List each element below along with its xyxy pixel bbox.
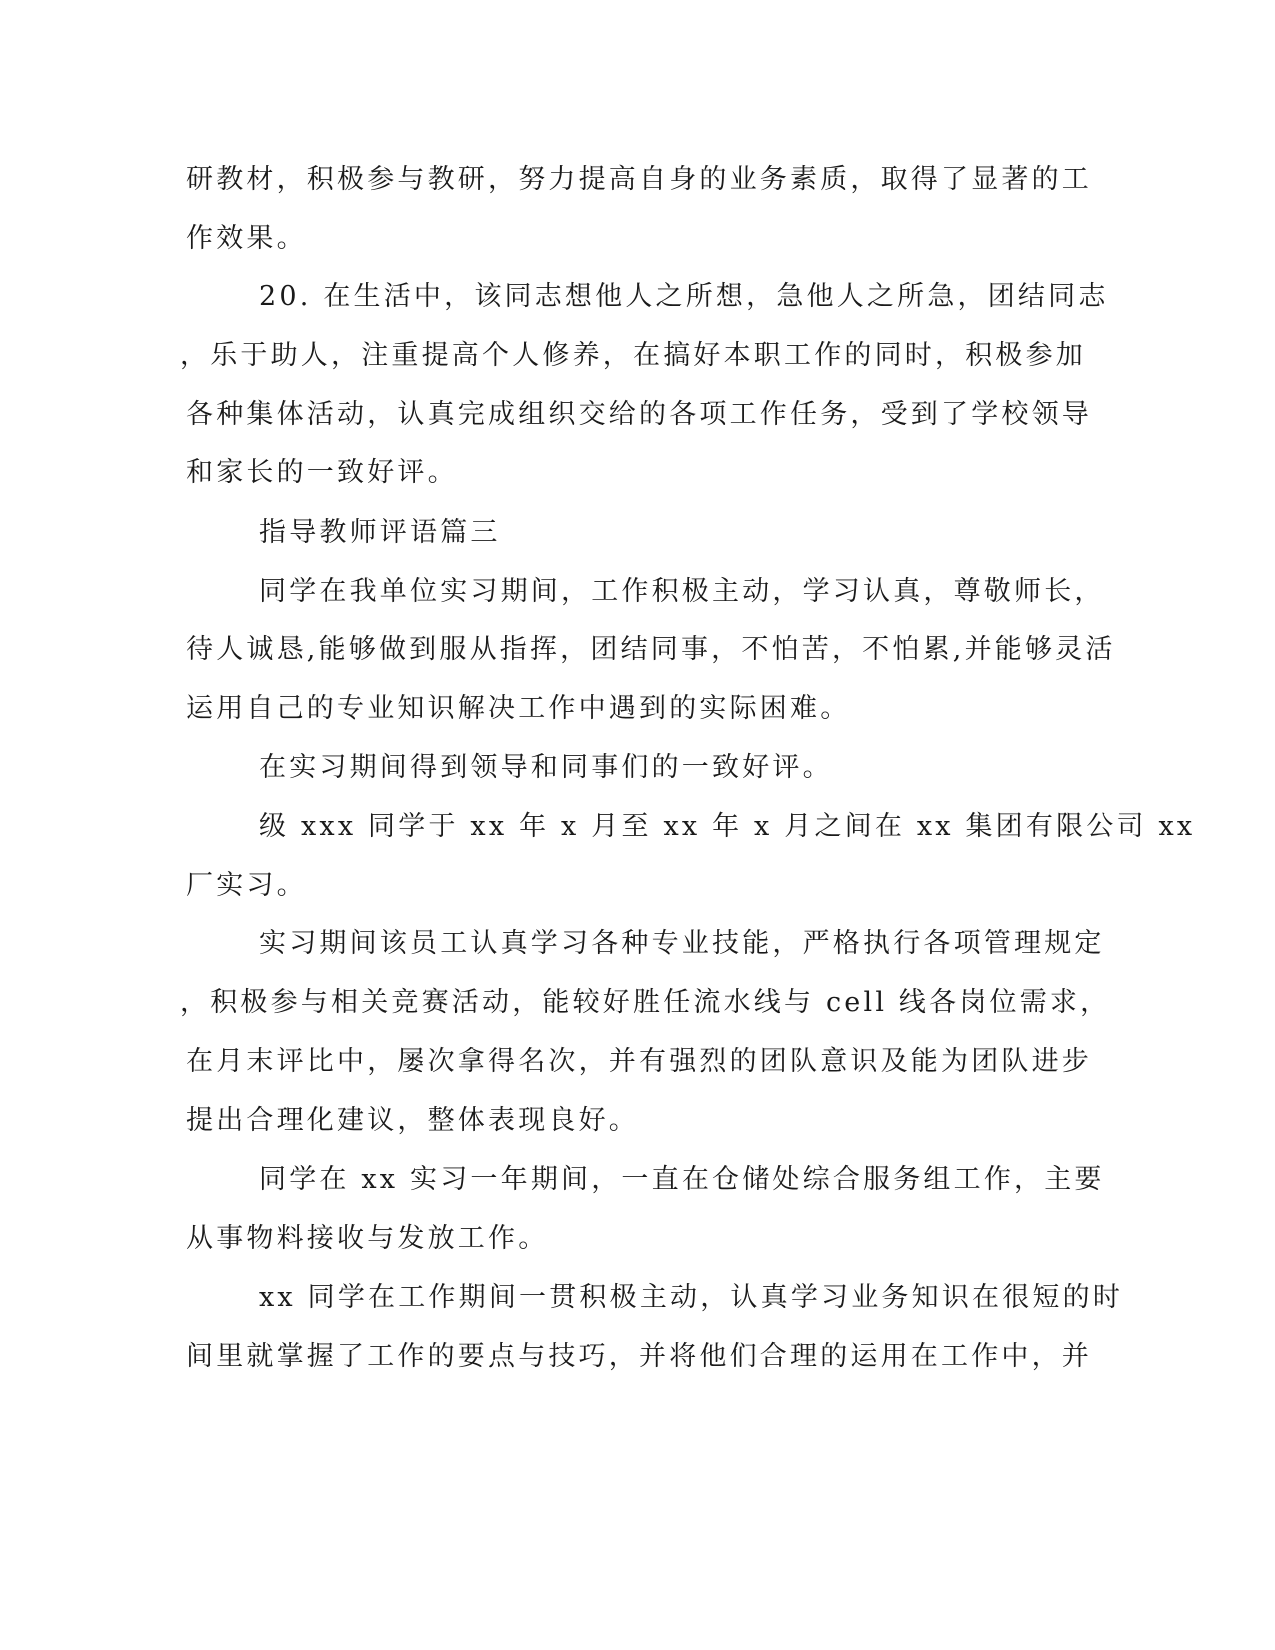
text-line: 作效果。	[186, 223, 307, 254]
text-line: 提出合理化建议，整体表现良好。	[186, 1105, 639, 1136]
text-line: 级 xxx 同学于 xx 年 x 月至 xx 年 x 月之间在 xx 集团有限公司 xx	[259, 811, 1196, 842]
section-heading: 指导教师评语篇三	[259, 517, 501, 548]
text-line: xx 同学在工作期间一贯积极主动，认真学习业务知识在很短的时	[259, 1282, 1124, 1313]
text-line: 同学在 xx 实习一年期间，一直在仓储处综合服务组工作，主要	[259, 1164, 1105, 1195]
text-line: 20. 在生活中，该同志想他人之所想，急他人之所急，团结同志	[259, 281, 1109, 312]
text-line: 在实习期间得到领导和同事们的一致好评。	[259, 752, 833, 783]
text-line: 在月末评比中，屡次拿得名次，并有强烈的团队意识及能为团队进步	[186, 1046, 1092, 1077]
text-line: 厂实习。	[186, 870, 307, 901]
text-line: 从事物料接收与发放工作。	[186, 1223, 549, 1254]
text-line: 和家长的一致好评。	[186, 457, 458, 488]
text-line: ，积极参与相关竞赛活动，能较好胜任流水线与 cell 线各岗位需求，	[180, 987, 1111, 1018]
text-line: 间里就掌握了工作的要点与技巧，并将他们合理的运用在工作中，并	[186, 1341, 1092, 1372]
text-line: 同学在我单位实习期间，工作积极主动，学习认真，尊敬师长，	[259, 576, 1105, 607]
text-line: 运用自己的专业知识解决工作中遇到的实际困难。	[186, 693, 851, 724]
text-line: ，乐于助人，注重提高个人修养，在搞好本职工作的同时，积极参加	[180, 340, 1086, 371]
text-line: 研教材，积极参与教研，努力提高自身的业务素质，取得了显著的工	[186, 164, 1092, 195]
text-line: 待人诚恳,能够做到服从指挥，团结同事，不怕苦，不怕累,并能够灵活	[186, 634, 1116, 665]
text-line: 实习期间该员工认真学习各种专业技能，严格执行各项管理规定	[259, 928, 1105, 959]
text-line: 各种集体活动，认真完成组织交给的各项工作任务，受到了学校领导	[186, 399, 1092, 430]
